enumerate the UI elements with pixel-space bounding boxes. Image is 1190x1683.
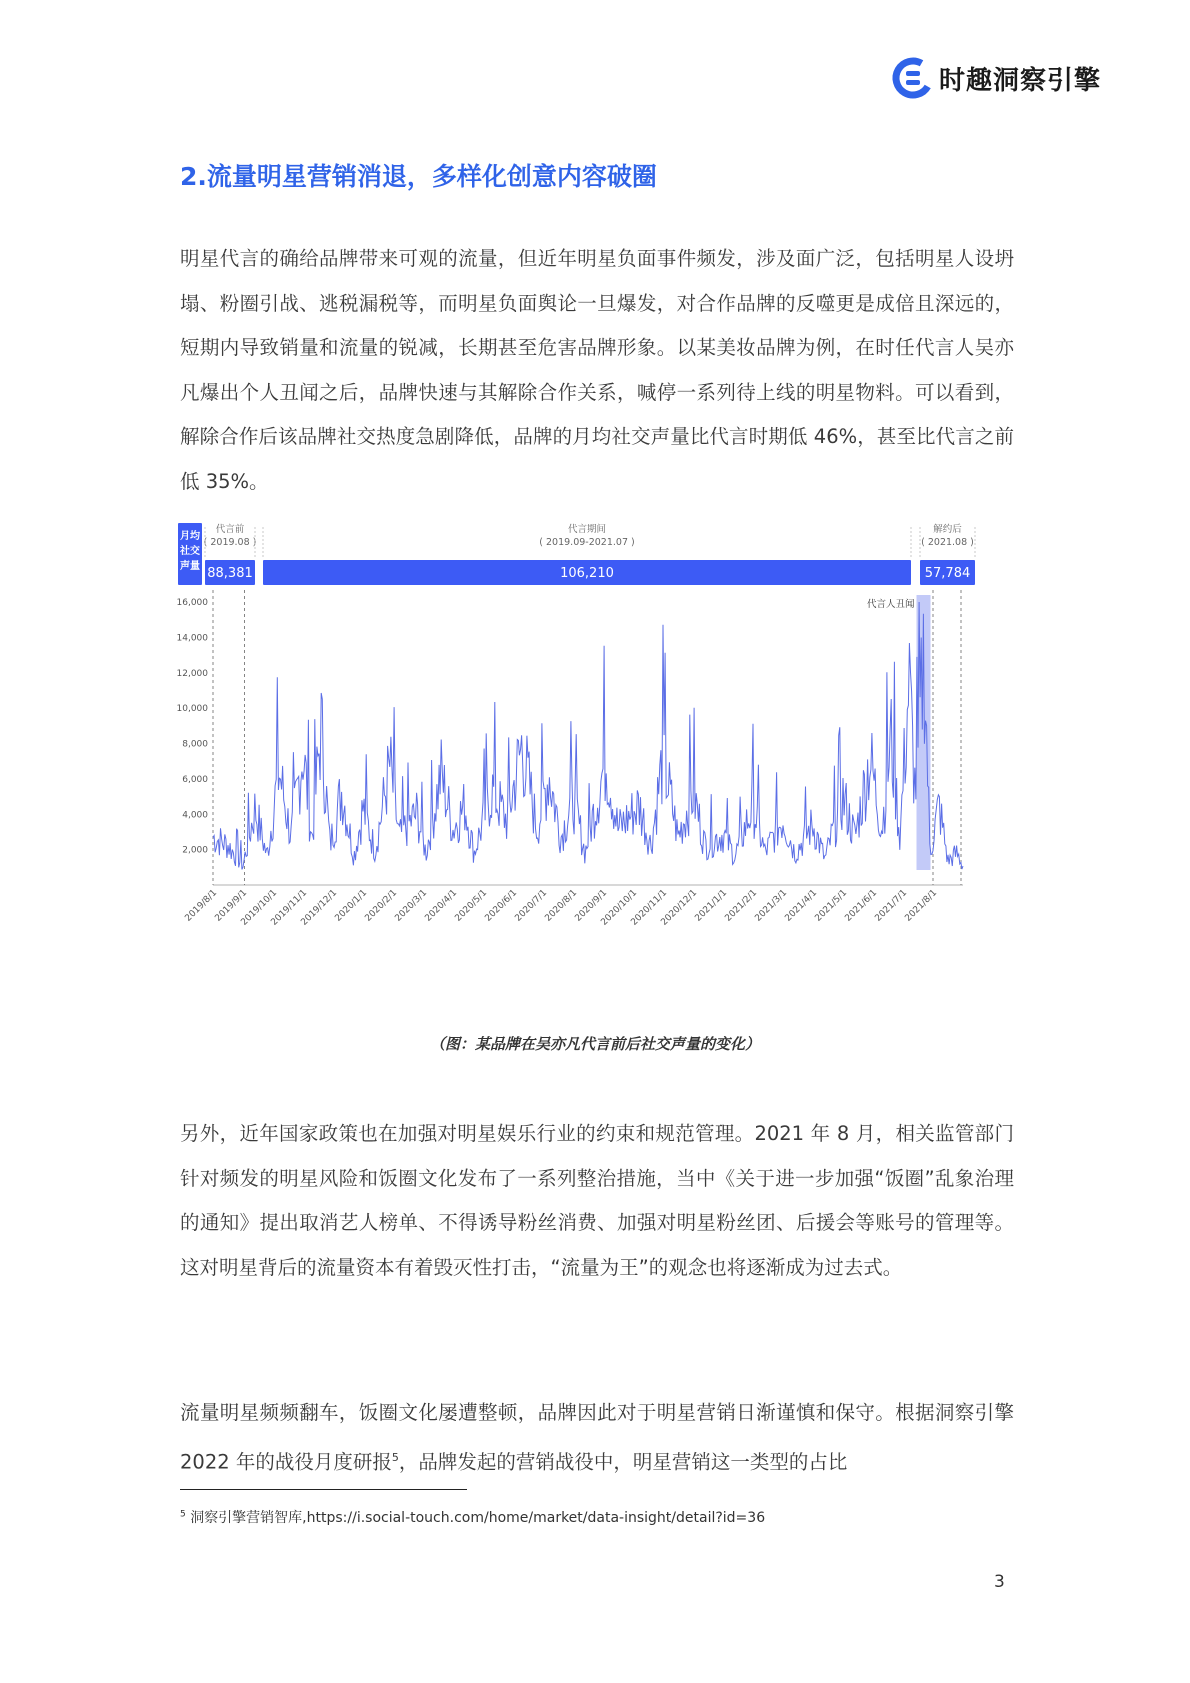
x-tick-label: 2021/1/1 (693, 888, 730, 924)
logo-icon (893, 58, 933, 98)
paragraph-1: 明星代言的确给品牌带来可观的流量，但近年明星负面事件频发，涉及面广泛，包括明星人设坍塌、粉圈引战、逃税漏税等，而明星负面舆论一旦爆发，对合作品牌的反噬更是成倍且深远的，短期内导致销量和流量的锐减，长期甚至危害品牌形象。以某美妆品牌为例，在时任代言人吴亦凡爆出个人丑闻之后，品牌快速与其解除合作关系，喊停一系列待上线的明星物料。可以看到，解除合作后该品牌社交热度急剧降低，品牌的月均社交声量比代言时期低 46%，甚至比代言之前低 35%。 (180, 247, 1014, 493)
x-tick-label: 2020/8/1 (543, 888, 580, 924)
brand-logo (893, 58, 1101, 98)
period-range: ( 2021.08 ) (921, 537, 974, 548)
x-tick-label: 2019/11/1 (269, 888, 310, 928)
x-tick-label: 2020/4/1 (423, 888, 460, 924)
x-tick-label: 2021/4/1 (783, 888, 820, 924)
footnote-ref[interactable]: 5 (391, 1450, 399, 1464)
y-tick-label: 4,000 (182, 810, 208, 821)
x-tick-label: 2019/9/1 (213, 888, 250, 924)
social-volume-chart (176, 524, 1048, 1015)
figure-caption: （图：某品牌在吴亦凡代言前后社交声量的变化） (429, 1035, 760, 1053)
x-tick-label: 2020/2/1 (363, 888, 400, 924)
page-number: 3 (994, 1572, 1005, 1592)
paragraph-3-text-a: 流量明星频频翻车，饭圈文化屡遭整顿，品牌因此对于明星营销日渐谨慎和保守。根据洞察引擎 2022 年的战役月度研报 (180, 1401, 1014, 1474)
x-tick-label: 2019/10/1 (239, 888, 280, 928)
period-label-line: 月均 (180, 531, 200, 542)
period-range: ( 2019.09-2021.07 ) (539, 537, 635, 548)
footnote-number: 5 (180, 1509, 186, 1520)
paragraph-3-text-b: ，品牌发起的营销战役中，明星营销这一类型的占比 (398, 1450, 848, 1474)
y-tick-label: 8,000 (182, 739, 208, 750)
x-tick-label: 2020/7/1 (513, 888, 550, 924)
scandal-annotation: 代言人丑闻 (866, 599, 915, 610)
logo-text: 时趣洞察引擎 (939, 65, 1102, 96)
y-tick-label: 6,000 (182, 774, 208, 785)
y-tick-label: 2,000 (182, 845, 208, 856)
period-range: ( 2019.08 ) (203, 537, 257, 548)
x-tick-label: 2021/5/1 (813, 888, 850, 924)
x-tick-label: 2020/12/1 (659, 888, 700, 928)
paragraph-3 (180, 1391, 1014, 1485)
section-title: 2.流量明星营销消退，多样化创意内容破圈 (180, 162, 657, 191)
x-tick-label: 2020/1/1 (333, 888, 370, 924)
x-tick-label: 2020/10/1 (599, 888, 640, 928)
x-tick-label: 2021/2/1 (723, 888, 760, 924)
x-tick-label: 2021/3/1 (753, 888, 790, 924)
y-tick-label: 16,000 (176, 598, 208, 608)
x-tick-label: 2020/6/1 (483, 888, 520, 924)
y-tick-label: 12,000 (176, 668, 208, 679)
x-tick-label: 2020/11/1 (629, 888, 670, 928)
period-label-line: 声量 (180, 561, 200, 572)
x-tick-label: 2019/12/1 (299, 888, 340, 928)
x-tick-label: 2021/7/1 (873, 888, 910, 924)
period-value: 88,381 (207, 566, 253, 581)
period-name: 解约后 (933, 524, 962, 535)
paragraph-2: 另外，近年国家政策也在加强对明星娱乐行业的约束和规范管理。2021 年 8 月，相关监管部门针对频发的明星风险和饭圈文化发布了一系列整治措施，当中《关于进一步加强“饭圈”乱象治理的通知》提出取消艺人榜单、不得诱导粉丝消费、加强对明星粉丝团、后援会等账号的管理等。这对明星背后的流量资本有着毁灭性打击，“流量为王”的观念也将逐渐成为过去式。 (180, 1122, 1014, 1279)
x-tick-label: 2019/8/1 (183, 888, 220, 924)
series-line-social-volume (213, 602, 963, 869)
footnote-text: 洞察引擎营销智库,https://i.social-touch.com/home/market/data-insight/detail?id=36 (190, 1510, 766, 1526)
x-tick-label: 2020/9/1 (573, 888, 610, 924)
footnote-divider (180, 1489, 467, 1490)
x-tick-label: 2020/3/1 (393, 888, 430, 924)
period-value: 106,210 (560, 566, 614, 581)
y-tick-label: 10,000 (176, 704, 208, 715)
period-name: 代言期间 (567, 524, 607, 535)
period-label-line: 社交 (180, 546, 200, 557)
x-tick-label: 2021/8/1 (903, 888, 940, 924)
footnote (180, 1507, 765, 1527)
period-value: 57,784 (924, 566, 971, 581)
x-tick-label: 2020/5/1 (453, 888, 490, 924)
period-name: 代言前 (215, 524, 245, 535)
y-tick-label: 14,000 (176, 633, 208, 644)
x-tick-label: 2021/6/1 (843, 888, 880, 924)
